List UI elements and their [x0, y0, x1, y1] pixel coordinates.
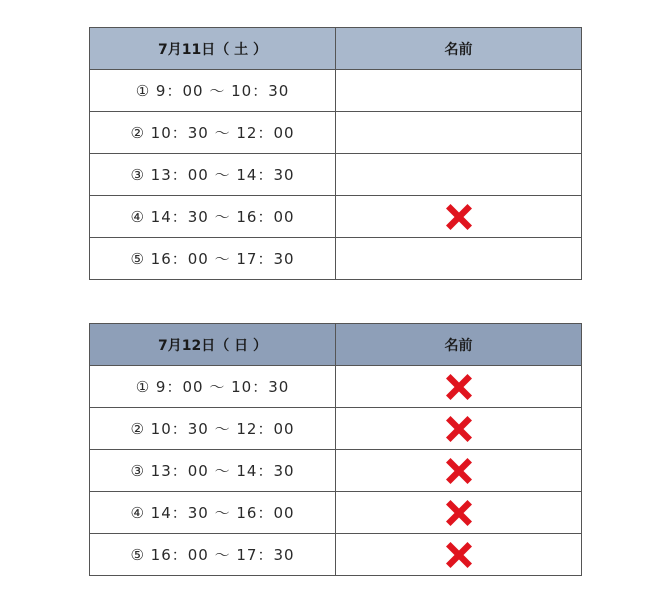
table-row	[90, 492, 582, 534]
name-cell[interactable]	[336, 70, 582, 112]
name-header: 名前	[336, 324, 582, 366]
table-row	[90, 196, 582, 238]
time-slot-cell: ⑤ 16：00 〜 17：30	[90, 534, 336, 576]
name-cell[interactable]	[336, 366, 582, 408]
time-slot-cell: ② 10：30 〜 12：00	[90, 408, 336, 450]
cross-mark-icon	[445, 457, 473, 485]
name-cell[interactable]	[336, 408, 582, 450]
name-cell[interactable]	[336, 492, 582, 534]
name-cell[interactable]	[336, 534, 582, 576]
table-row	[90, 408, 582, 450]
table-row	[90, 534, 582, 576]
time-slot-cell: ④ 14：30 〜 16：00	[90, 196, 336, 238]
cross-mark-icon	[445, 541, 473, 569]
cross-mark-icon	[445, 499, 473, 527]
time-slot-cell: ① 9：00 〜 10：30	[90, 70, 336, 112]
time-slot-cell: ④ 14：30 〜 16：00	[90, 492, 336, 534]
name-cell[interactable]	[336, 450, 582, 492]
table-row	[90, 238, 582, 280]
table-header-row	[90, 324, 582, 366]
table-header-row	[90, 28, 582, 70]
time-slot-cell: ③ 13：00 〜 14：30	[90, 154, 336, 196]
time-slot-cell: ② 10：30 〜 12：00	[90, 112, 336, 154]
cross-mark-icon	[445, 373, 473, 401]
name-cell[interactable]	[336, 112, 582, 154]
time-slot-cell: ③ 13：00 〜 14：30	[90, 450, 336, 492]
cross-mark-icon	[445, 203, 473, 231]
cross-mark-icon	[445, 415, 473, 443]
date-header: 7月12日（ 日 ）	[90, 324, 336, 366]
time-slot-cell: ① 9：00 〜 10：30	[90, 366, 336, 408]
table-row	[90, 366, 582, 408]
name-cell[interactable]	[336, 238, 582, 280]
schedule-table-jul-11	[89, 27, 582, 280]
time-slot-cell: ⑤ 16：00 〜 17：30	[90, 238, 336, 280]
table-row	[90, 112, 582, 154]
name-cell[interactable]	[336, 196, 582, 238]
date-header: 7月11日（ 土 ）	[90, 28, 336, 70]
name-header: 名前	[336, 28, 582, 70]
schedule-table-jul-12	[89, 323, 582, 576]
table-row	[90, 154, 582, 196]
table-row	[90, 70, 582, 112]
name-cell[interactable]	[336, 154, 582, 196]
table-row	[90, 450, 582, 492]
